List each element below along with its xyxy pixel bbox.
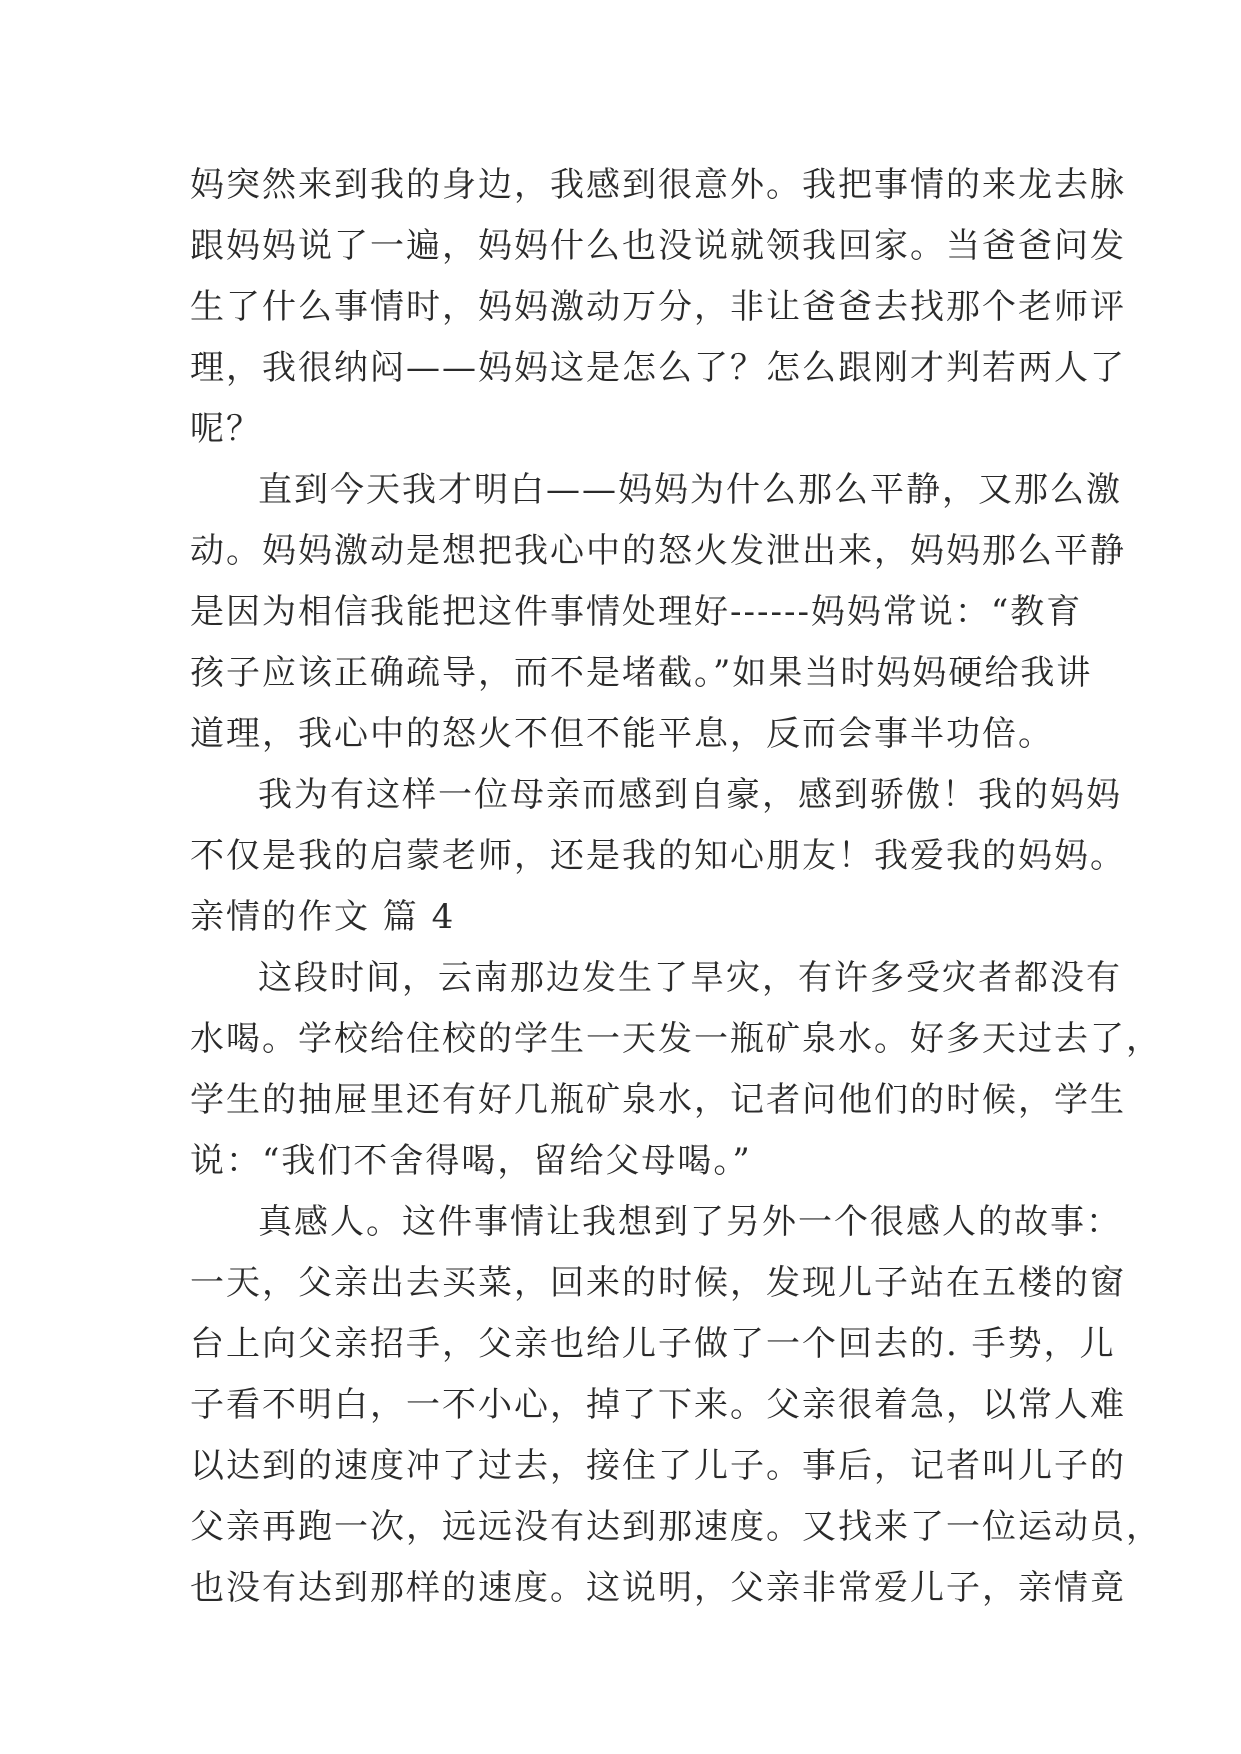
text-line: 以达到的速度冲了过去，接住了儿子。事后，记者叫儿子的 (190, 1446, 1126, 1486)
text-line: 不仅是我的启蒙老师，还是我的知心朋友！我爱我的妈妈。 (190, 836, 1126, 876)
text-line: 也没有达到那样的速度。这说明，父亲非常爱儿子，亲情竟 (190, 1568, 1126, 1608)
paragraph-first-line: 这段时间，云南那边发生了旱灾，有许多受灾者都没有 (258, 958, 1122, 998)
text-line: 孩子应该正确疏导，而不是堵截。”如果当时妈妈硬给我讲 (190, 653, 1093, 693)
text-line: 妈突然来到我的身边，我感到很意外。我把事情的来龙去脉 (190, 165, 1126, 205)
paragraph-first-line: 真感人。这件事情让我想到了另外一个很感人的故事： (258, 1202, 1122, 1242)
paragraph-first-line: 我为有这样一位母亲而感到自豪，感到骄傲！我的妈妈 (258, 775, 1122, 815)
text-line: 学生的抽屉里还有好几瓶矿泉水，记者问他们的时候，学生 (190, 1080, 1126, 1120)
text-line: 父亲再跑一次，远远没有达到那速度。又找来了一位运动员， (190, 1507, 1162, 1547)
text-line: 台上向父亲招手，父亲也给儿子做了一个回去的. 手势，儿 (190, 1324, 1116, 1364)
text-line: 说：“我们不舍得喝，留给父母喝。” (190, 1141, 752, 1181)
text-line: 跟妈妈说了一遍，妈妈什么也没说就领我回家。当爸爸问发 (190, 226, 1126, 266)
text-line: 理，我很纳闷——妈妈这是怎么了？怎么跟刚才判若两人了 (190, 348, 1126, 388)
text-line: 子看不明白，一不小心，掉了下来。父亲很着急，以常人难 (190, 1385, 1126, 1425)
text-line: 呢？ (190, 409, 262, 449)
paragraph-first-line: 直到今天我才明白——妈妈为什么那么平静，又那么激 (258, 470, 1122, 510)
section-heading: 亲情的作文 篇 4 (190, 897, 456, 937)
text-line: 一天，父亲出去买菜，回来的时候，发现儿子站在五楼的窗 (190, 1263, 1126, 1303)
text-line: 是因为相信我能把这件事情处理好------妈妈常说：“教育 (190, 592, 1083, 632)
text-line: 道理，我心中的怒火不但不能平息，反而会事半功倍。 (190, 714, 1054, 754)
text-line: 动。妈妈激动是想把我心中的怒火发泄出来，妈妈那么平静 (190, 531, 1126, 571)
text-line: 生了什么事情时，妈妈激动万分，非让爸爸去找那个老师评 (190, 287, 1126, 327)
text-line: 水喝。学校给住校的学生一天发一瓶矿泉水。好多天过去了， (190, 1019, 1162, 1059)
